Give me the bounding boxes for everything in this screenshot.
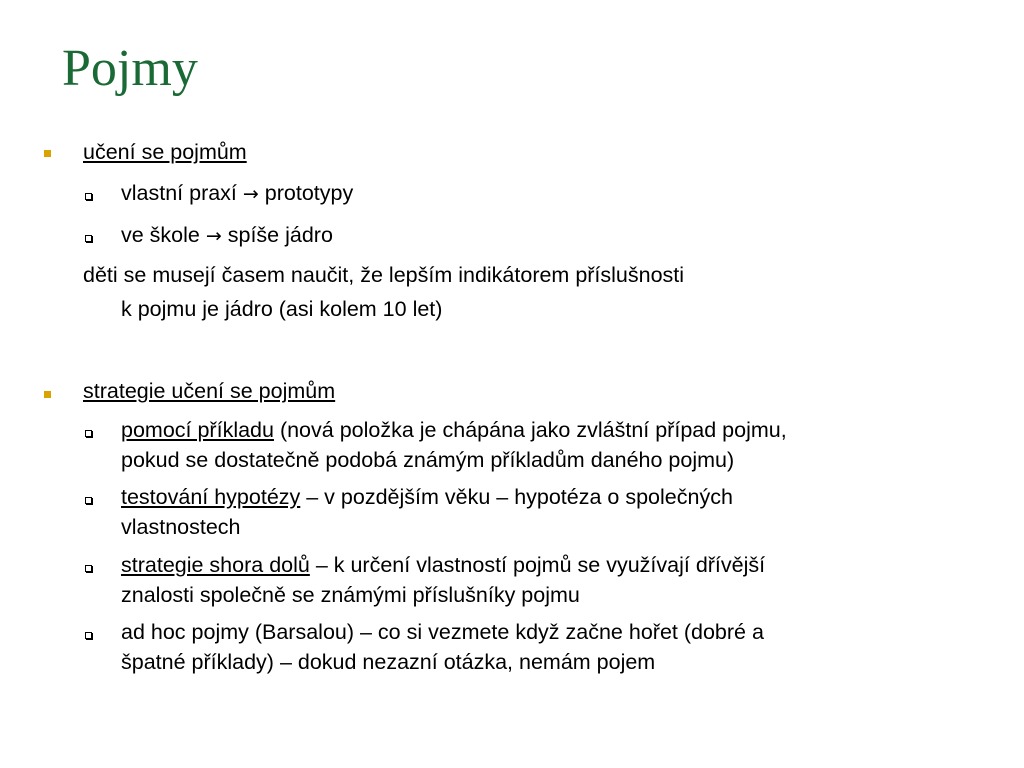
section1-note-line1: děti se musejí časem naučit, že lepším indikátorem příslušnosti	[83, 263, 685, 287]
checkbox-bullet-icon	[85, 235, 92, 242]
strategy-item-line2: špatné příklady) – dokud nezazní otázka, nemám pojem	[121, 650, 656, 674]
strategy-item	[121, 482, 733, 512]
bullet-square-icon	[44, 391, 51, 398]
strategy-item-line2: znalosti společně se známými příslušníky pojmu	[121, 583, 580, 607]
sub1-text: vlastní praxí	[121, 181, 243, 205]
strategy-text: – v pozdějším věku – hypotéza o společných	[300, 485, 733, 509]
section1-heading: učení se pojmům	[83, 140, 247, 164]
checkbox-bullet-icon	[85, 565, 92, 572]
bullet-square-icon	[44, 150, 51, 157]
section1-sub1	[121, 178, 353, 209]
strategy-item	[121, 617, 764, 647]
checkbox-bullet-icon	[85, 193, 92, 200]
strategy-term: testování hypotézy	[121, 485, 301, 509]
section1-sub2	[121, 220, 333, 251]
strategy-item-line2: vlastnostech	[121, 515, 241, 539]
arrow-right-icon: →	[242, 183, 259, 205]
slide-title: Pojmy	[62, 40, 198, 97]
strategy-item-line2: pokud se dostatečně podobá známým příkladům daného pojmu)	[121, 448, 735, 472]
strategy-item	[121, 415, 787, 445]
checkbox-bullet-icon	[85, 497, 92, 504]
strategy-text: (nová položka je chápána jako zvláštní případ pojmu,	[273, 418, 787, 442]
checkbox-bullet-icon	[85, 632, 92, 639]
sub2-text: ve škole	[121, 223, 206, 247]
arrow-right-icon: →	[205, 225, 222, 247]
checkbox-bullet-icon	[85, 430, 92, 437]
strategy-text: ad hoc pojmy (Barsalou) – co si vezmete když začne hořet (dobré a	[121, 620, 764, 644]
section1-note-line2: k pojmu je jádro (asi kolem 10 let)	[121, 297, 443, 321]
strategy-text: – k určení vlastností pojmů se využívají dřívější	[309, 553, 766, 577]
strategy-item	[121, 550, 765, 580]
section2-heading: strategie učení se pojmům	[83, 379, 336, 403]
strategy-term: strategie shora dolů	[121, 553, 310, 577]
strategy-term: pomocí příkladu	[121, 418, 274, 442]
sub2-after: spíše jádro	[221, 223, 333, 247]
sub1-after: prototypy	[258, 181, 354, 205]
